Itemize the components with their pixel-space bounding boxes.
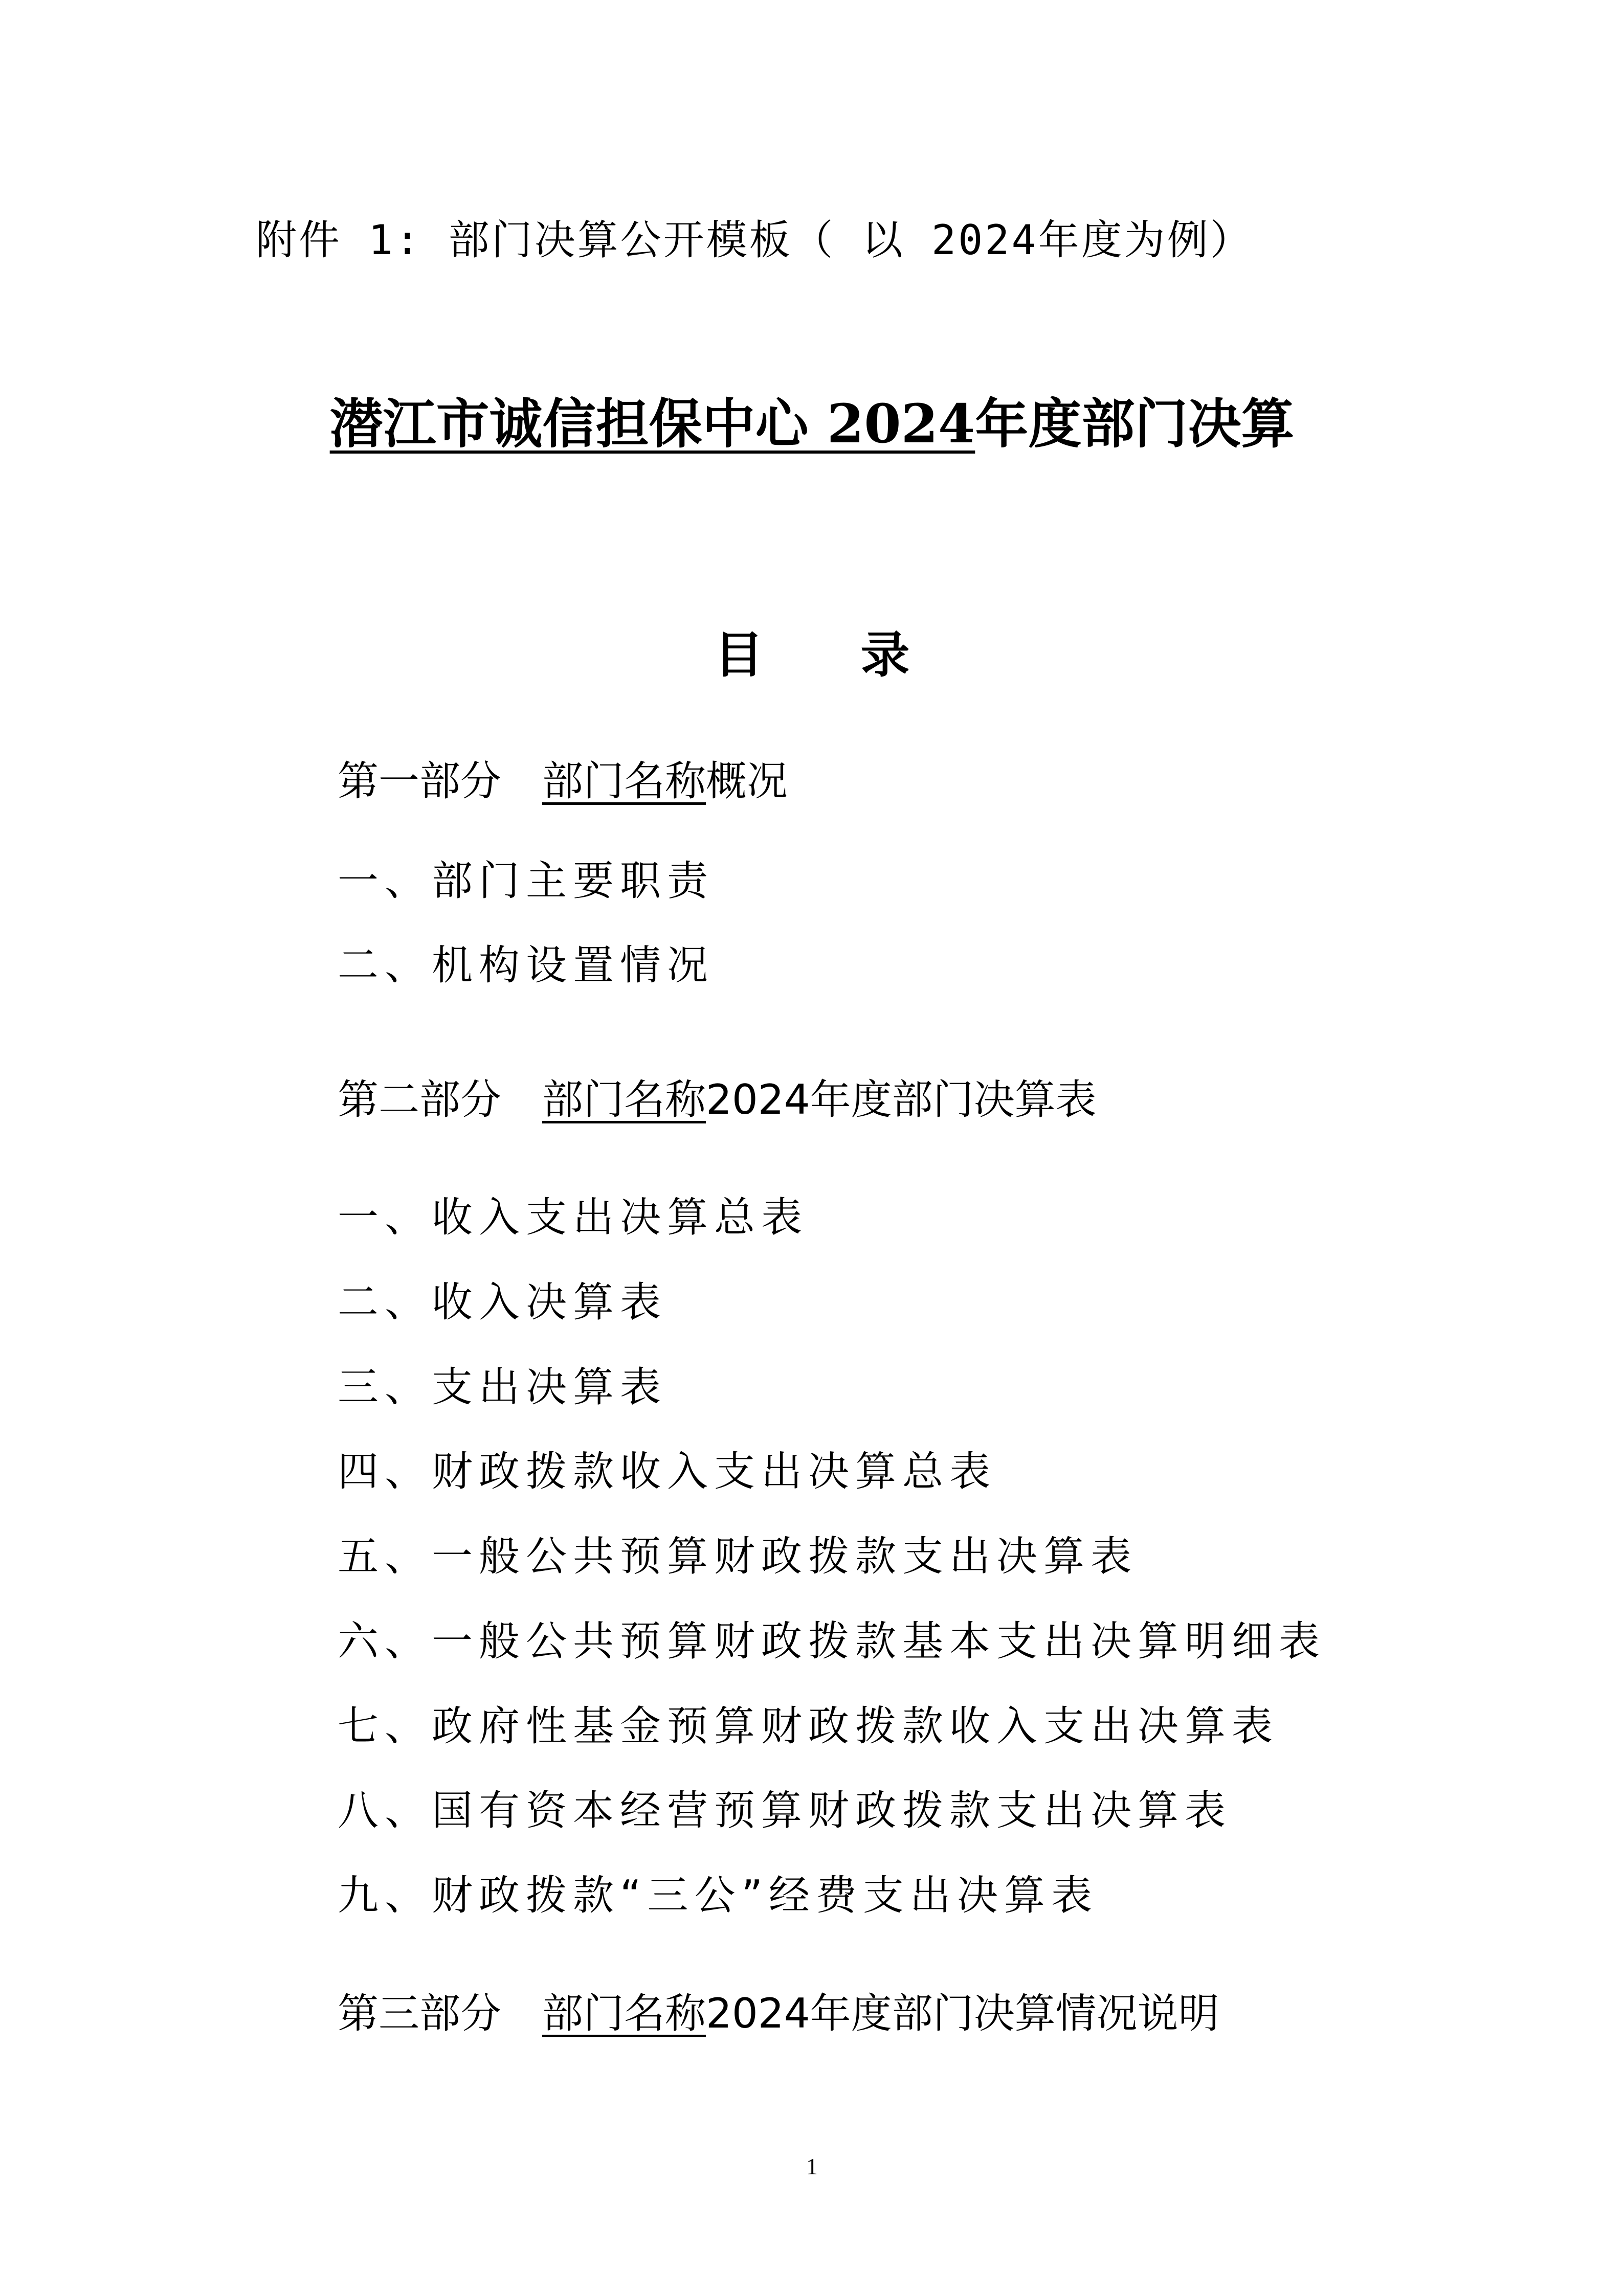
- part-prefix: 第三部分: [338, 1990, 501, 2037]
- part-prefix: 第二部分: [338, 1076, 501, 1123]
- document-title: [0, 381, 1624, 458]
- part-department-name: 部门名称: [542, 1076, 706, 1123]
- part-suffix: 概况: [706, 757, 788, 805]
- page-number: 1: [806, 2153, 818, 2179]
- attachment-label: 附件 1: 部门决算公开模板（ 以 2024年度为例）: [256, 216, 1253, 264]
- toc-item: 六、一般公共预算财政拨款基本支出决算明细表: [338, 1617, 1326, 1665]
- part-department-name: 部门名称: [542, 1990, 706, 2037]
- part-department-name: 部门名称: [542, 757, 706, 805]
- part-prefix: 第一部分: [338, 757, 501, 805]
- toc-item: 二、机构设置情况: [338, 941, 714, 989]
- part-suffix: 2024年度部门决算表: [706, 1076, 1097, 1123]
- title-underlined-part: 潜江市诚信担保中心 2024: [329, 392, 975, 455]
- toc-part-1: [338, 748, 788, 807]
- toc-item: 五、一般公共预算财政拨款支出决算表: [338, 1533, 1138, 1580]
- toc-item: 三、支出决算表: [338, 1363, 667, 1411]
- toc-item: 七、政府性基金预算财政拨款收入支出决算表: [338, 1702, 1279, 1750]
- title-rest: 年度部门决算: [975, 392, 1295, 455]
- part-suffix: 2024年度部门决算情况说明: [706, 1990, 1219, 2037]
- toc-heading: 目录: [714, 626, 1007, 684]
- toc-item: 四、财政拨款收入支出决算总表: [338, 1448, 996, 1495]
- toc-item: 九、财政拨款“三公”经费支出决算表: [338, 1872, 1098, 1919]
- toc-item: 一、部门主要职责: [338, 857, 714, 905]
- toc-item: 一、收入支出决算总表: [338, 1194, 808, 1241]
- toc-part-3: [338, 1980, 1219, 2039]
- toc-item: 二、收入决算表: [338, 1278, 667, 1326]
- toc-part-2: [338, 1067, 1097, 1126]
- toc-item: 八、国有资本经营预算财政拨款支出决算表: [338, 1787, 1232, 1834]
